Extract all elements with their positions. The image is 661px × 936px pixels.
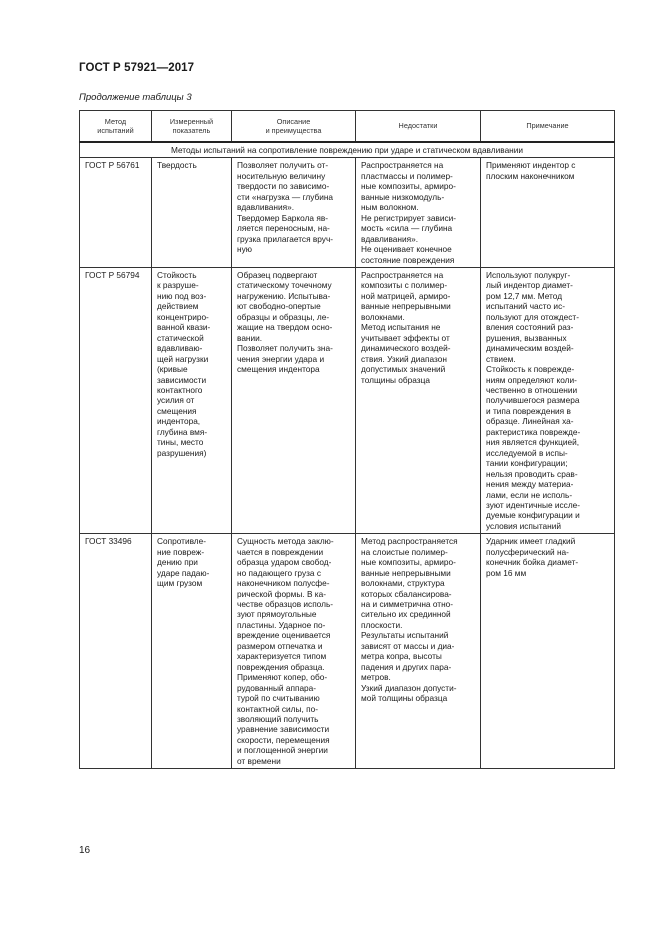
cell-text-line: зуют идентичные иссле-	[486, 499, 581, 510]
cell-text-line: Применяют копер, обо-	[237, 672, 328, 683]
column-header-text: Недостатки	[398, 121, 438, 131]
column-header-text: и преимущества	[265, 126, 322, 135]
cell-text-line: ром 12,7 мм. Метод	[486, 290, 563, 301]
cell-text-line: к разруше-	[157, 280, 199, 291]
cell-text-line: на слоистые полимер-	[361, 546, 448, 557]
cell-text-line: нагружению. Испытыва-	[237, 290, 331, 301]
column-header-measure	[152, 111, 232, 143]
methods-table	[79, 110, 615, 769]
cell-text-line: ствием.	[486, 353, 516, 364]
cell-text-line: ром 16 мм	[486, 567, 527, 578]
cell-text-line: лый индентор диамет-	[486, 280, 573, 291]
cell-text-line: Позволяет получить от-	[237, 160, 329, 171]
cell-text-line: уравнение зависимости	[237, 724, 330, 735]
measure-cell	[152, 158, 232, 268]
cell-text-line: рической формы. В ка-	[237, 588, 326, 599]
cell-text-line: метра копра, высоты	[361, 651, 442, 662]
method-cell	[80, 158, 152, 268]
cell-text-line: мой толщины образца	[361, 693, 448, 704]
cell-text-line: вдавливания».	[361, 233, 419, 244]
drawbacks-cell	[356, 267, 481, 533]
cell-text-line: индентора,	[157, 416, 201, 427]
drawbacks-cell	[356, 158, 481, 268]
table-row	[80, 267, 615, 533]
cell-text-line: повреждения образца.	[237, 661, 325, 672]
measure-cell	[152, 267, 232, 533]
cell-text-line: контактного	[157, 384, 203, 395]
cell-text-line: Распространяется на	[361, 269, 444, 280]
cell-text-line: концентриро-	[157, 311, 209, 322]
cell-text-line: (кривые	[157, 364, 188, 375]
cell-text-line: Узкий диапазон допусти-	[361, 682, 457, 693]
cell-text-line: щим грузом	[157, 578, 203, 589]
cell-text-line: образца ударом свобод-	[237, 557, 332, 568]
cell-text-line: чается в повреждении	[237, 546, 324, 557]
cell-text-line: смещения индентора	[237, 364, 320, 375]
cell-text-line: состояние повреждения	[361, 254, 455, 265]
cell-text-line: щей нагрузки	[157, 353, 209, 364]
column-header-description	[232, 111, 356, 143]
cell-text-line: Распространяется на	[361, 160, 444, 171]
cell-text-line: ным волокном.	[361, 202, 419, 213]
cell-text-line: и поглощенной энергии	[237, 745, 328, 756]
cell-text-line: ванные непрерывными	[361, 301, 451, 312]
column-header-text: испытаний	[97, 126, 134, 135]
cell-text-line: зависят от массы и диа-	[361, 640, 455, 651]
cell-text-line: нения между материа-	[486, 479, 574, 490]
cell-text-line: ударе падаю-	[157, 567, 210, 578]
column-header-text: Примечание	[526, 121, 569, 131]
cell-text-line: но падающего груза с	[237, 567, 321, 578]
cell-text-line: динамическим воздей-	[486, 343, 574, 354]
cell-text-line: рактеристика поврежде-	[486, 426, 581, 437]
cell-text-line: лами, если не исполь-	[486, 489, 573, 500]
cell-text-line: сительно их срединной	[361, 609, 451, 620]
cell-text-line: действием	[157, 301, 199, 312]
cell-text-line: исследуемой в испы-	[486, 447, 568, 458]
cell-text-line: ной матрицей, армиро-	[361, 290, 451, 301]
cell-text-line: динамического воздей-	[361, 343, 451, 354]
column-header-method	[80, 111, 152, 143]
cell-text-line: Метод испытания не	[361, 322, 441, 333]
cell-text-line: которых сбалансирова-	[361, 588, 452, 599]
note-cell	[481, 267, 615, 533]
cell-text-line: ГОСТ Р 56761	[85, 160, 140, 171]
cell-text-line: твердости по зависимо-	[237, 181, 330, 192]
cell-text-line: учитывает эффекты от	[361, 332, 450, 343]
cell-text-line: чения энергии удара и	[237, 353, 325, 364]
method-cell	[80, 267, 152, 533]
cell-text-line: пластмассы и полимер-	[361, 170, 453, 181]
cell-text-line: вреждение оценивается	[237, 630, 331, 641]
cell-text-line: Ударник имеет гладкий	[486, 536, 576, 547]
cell-text-line: падения и других пара-	[361, 661, 452, 672]
page-number: 16	[79, 845, 91, 856]
note-cell	[481, 534, 615, 769]
cell-text-line: конечник бойка диамет-	[486, 557, 579, 568]
section-title: Методы испытаний на сопротивление повреждению при ударе и статическом вдавливании	[80, 142, 615, 158]
cell-text-line: от времени	[237, 755, 281, 766]
cell-text-line: допустимых значений	[361, 364, 446, 375]
column-header-note	[481, 111, 615, 143]
cell-text-line: зависимости	[157, 374, 207, 385]
cell-text-line: мость «сила — глубина	[361, 223, 453, 234]
cell-text-line: наконечником полусфе-	[237, 578, 330, 589]
cell-text-line: ниям определяют коли-	[486, 374, 577, 385]
cell-text-line: Не регистрирует зависи-	[361, 212, 457, 223]
cell-text-line: дению при	[157, 557, 198, 568]
cell-text-line: толщины образца	[361, 374, 430, 385]
cell-text-line: вании.	[237, 332, 263, 343]
cell-text-line: на и симметрична отно-	[361, 599, 454, 610]
cell-text-line: плоскости.	[361, 619, 403, 630]
column-header-text: Описание	[276, 116, 311, 126]
cell-text-line: Твердость	[157, 160, 197, 171]
cell-text-line: Не оценивает конечное	[361, 244, 452, 255]
cell-text-line: ляется переносным, на-	[237, 223, 330, 234]
cell-text-line: вдавливаю-	[157, 343, 203, 354]
cell-text-line: Метод распространяется	[361, 536, 458, 547]
cell-text-line: Результаты испытаний	[361, 630, 449, 641]
cell-text-line: волокнами.	[361, 311, 405, 322]
cell-text-line: честве образцов исполь-	[237, 599, 334, 610]
cell-text-line: размером отпечатка и	[237, 640, 323, 651]
cell-text-line: жащие на твердом осно-	[237, 322, 333, 333]
cell-text-line: Сущность метода заклю-	[237, 536, 334, 547]
table-row	[80, 534, 615, 769]
cell-text-line: плоским наконечником	[486, 170, 575, 181]
cell-text-line: волокнами, структура	[361, 578, 445, 589]
cell-text-line: Используют полукруг-	[486, 269, 571, 280]
cell-text-line: получившегося размера	[486, 395, 580, 406]
cell-text-line: рушения, вызванных	[486, 332, 567, 343]
cell-text-line: нельзя проводить срав-	[486, 468, 578, 479]
cell-text-line: вдавливания».	[237, 202, 295, 213]
cell-text-line: Применяют индентор с	[486, 160, 576, 171]
cell-text-line: турой по считыванию	[237, 693, 320, 704]
cell-text-line: Стойкость	[157, 269, 197, 280]
column-header-drawbacks	[356, 111, 481, 143]
cell-text-line: испытаний часто ис-	[486, 301, 565, 312]
cell-text-line: носительную величину	[237, 170, 326, 181]
note-cell	[481, 158, 615, 268]
cell-text-line: смещения	[157, 405, 197, 416]
cell-text-line: Стойкость к поврежде-	[486, 364, 575, 375]
cell-text-line: усилия от	[157, 395, 195, 406]
cell-text-line: Позволяет получить зна-	[237, 343, 333, 354]
cell-text-line: ствия. Узкий диапазон	[361, 353, 447, 364]
cell-text-line: тины, место	[157, 437, 204, 448]
cell-text-line: грузка прилагается вруч-	[237, 233, 334, 244]
cell-text-line: образцы и образцы, ле-	[237, 311, 330, 322]
cell-text-line: разрушения)	[157, 447, 207, 458]
cell-text-line: ные композиты, армиро-	[361, 557, 456, 568]
cell-text-line: статической	[157, 332, 204, 343]
cell-text-line: ГОСТ 33496	[85, 536, 132, 547]
method-cell	[80, 534, 152, 769]
section-row	[80, 142, 615, 158]
column-header-text: Метод	[104, 116, 127, 126]
cell-text-line: полусферический на-	[486, 546, 569, 557]
table-header-row	[80, 111, 615, 143]
cell-text-line: композиты с полимер-	[361, 280, 448, 291]
cell-text-line: ние повреж-	[157, 546, 205, 557]
cell-text-line: сти «нагрузка — глубина	[237, 191, 334, 202]
cell-text-line: ную	[237, 244, 252, 255]
table-row	[80, 158, 615, 268]
cell-text-line: ванные низкомодуль-	[361, 191, 445, 202]
cell-text-line: ванной квази-	[157, 322, 211, 333]
table-caption: Продолжение таблицы 3	[79, 92, 192, 103]
cell-text-line: ные композиты, армиро-	[361, 181, 456, 192]
cell-text-line: метров.	[361, 672, 391, 683]
description-cell	[232, 158, 356, 268]
description-cell	[232, 267, 356, 533]
cell-text-line: ния является функцией,	[486, 437, 580, 448]
cell-text-line: условия испытаний	[486, 520, 562, 531]
drawbacks-cell	[356, 534, 481, 769]
cell-text-line: чественно в отношении	[486, 384, 578, 395]
description-cell	[232, 534, 356, 769]
cell-text-line: глубина вмя-	[157, 426, 208, 437]
cell-text-line: пользуют для отождест-	[486, 311, 579, 322]
cell-text-line: и типа повреждения в	[486, 405, 571, 416]
cell-text-line: вления состояний раз-	[486, 322, 574, 333]
cell-text-line: контактной силы, по-	[237, 703, 318, 714]
cell-text-line: Сопротивле-	[157, 536, 207, 547]
cell-text-line: Твердомер Баркола яв-	[237, 212, 329, 223]
document-header: ГОСТ Р 57921—2017	[79, 62, 195, 74]
measure-cell	[152, 534, 232, 769]
cell-text-line: Образец подвергают	[237, 269, 318, 280]
cell-text-line: скорости, перемещения	[237, 734, 330, 745]
cell-text-line: нию под воз-	[157, 290, 207, 301]
cell-text-line: ванные непрерывными	[361, 567, 451, 578]
cell-text-line: характеризуется типом	[237, 651, 327, 662]
cell-text-line: дуемые конфигурации и	[486, 510, 580, 521]
cell-text-line: тании конфигурации;	[486, 458, 568, 469]
cell-text-line: рудованный аппара-	[237, 682, 317, 693]
column-header-text: Измеренный	[169, 116, 214, 126]
cell-text-line: зуют прямоугольные	[237, 609, 317, 620]
cell-text-line: ГОСТ Р 56794	[85, 269, 140, 280]
column-header-text: показатель	[172, 126, 211, 135]
cell-text-line: зволяющий получить	[237, 714, 319, 725]
cell-text-line: статическому точечному	[237, 280, 332, 291]
cell-text-line: образце. Линейная ха-	[486, 416, 574, 427]
cell-text-line: ют свободно-опертые	[237, 301, 321, 312]
cell-text-line: пластины. Ударное по-	[237, 619, 326, 630]
